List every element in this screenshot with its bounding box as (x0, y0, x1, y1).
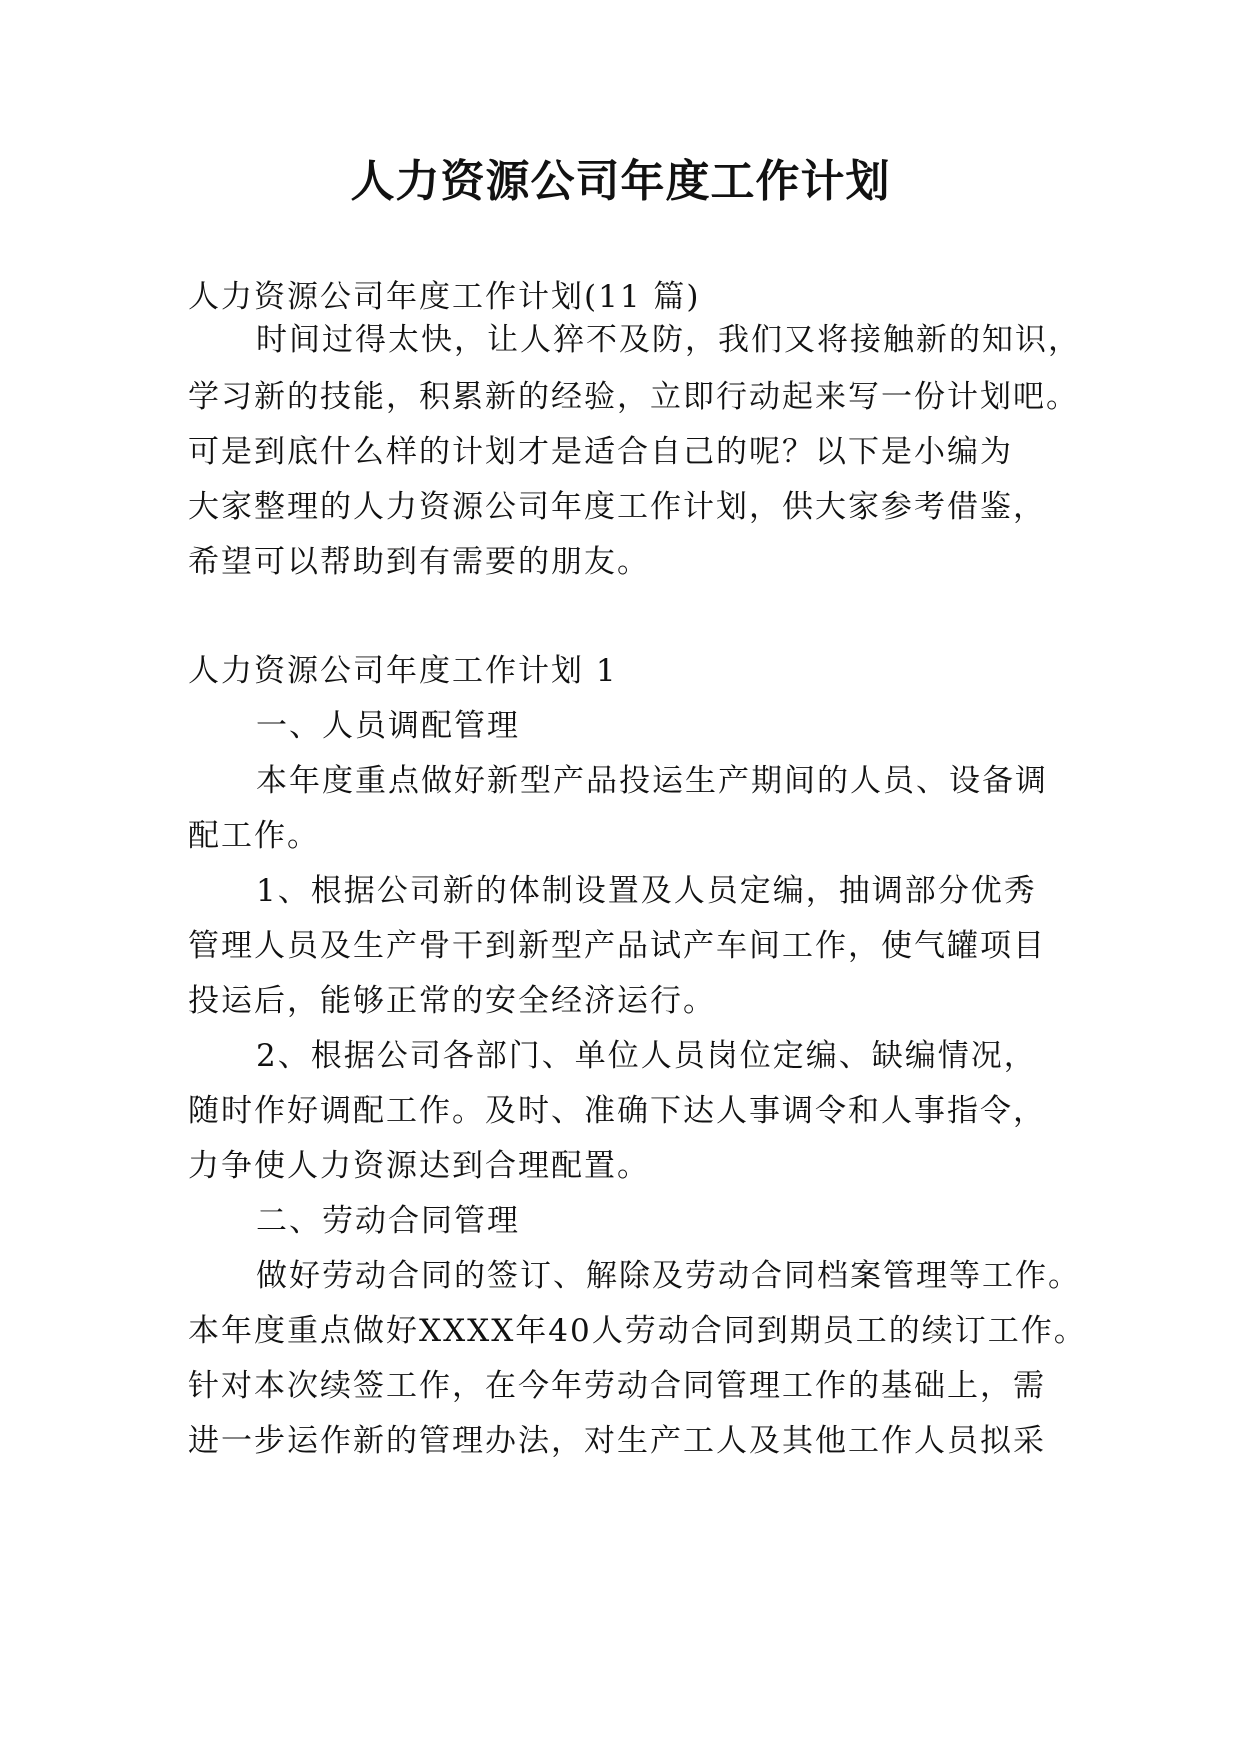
body-line-7: 随时作好调配工作。及时、准确下达人事调令和人事指令， (188, 1093, 1046, 1129)
body-line-5: 投运后，能够正常的安全经济运行。 (188, 983, 716, 1019)
body-line-9: 做好劳动合同的签订、解除及劳动合同档案管理等工作。 (256, 1258, 1081, 1294)
intro-line-3: 可是到底什么样的计划才是适合自己的呢？以下是小编为 (188, 434, 1013, 470)
body-line-10: 本年度重点做好XXXX年40人劳动合同到期员工的续订工作。 (188, 1313, 1087, 1349)
subheading-contract: 二、劳动合同管理 (256, 1203, 520, 1239)
body-line-2: 配工作。 (188, 818, 320, 854)
intro-line-2: 学习新的技能，积累新的经验，立即行动起来写一份计划吧。 (188, 379, 1079, 415)
body-line-1: 本年度重点做好新型产品投运生产期间的人员、设备调 (256, 763, 1048, 799)
intro-line-5: 希望可以帮助到有需要的朋友。 (188, 544, 650, 580)
intro-line-1: 时间过得太快，让人猝不及防，我们又将接触新的知识， (256, 322, 1081, 358)
body-line-11: 针对本次续签工作，在今年劳动合同管理工作的基础上，需 (188, 1368, 1046, 1404)
section-heading-1: 人力资源公司年度工作计划 1 (188, 653, 618, 689)
body-line-3: 1、根据公司新的体制设置及人员定编，抽调部分优秀 (256, 873, 1037, 909)
body-line-6: 2、根据公司各部门、单位人员岗位定编、缺编情况， (256, 1038, 1037, 1074)
intro-line-4: 大家整理的人力资源公司年度工作计划，供大家参考借鉴， (188, 489, 1046, 525)
subheading-personnel: 一、人员调配管理 (256, 708, 520, 744)
subtitle-line: 人力资源公司年度工作计划(11 篇) (188, 279, 701, 315)
body-line-8: 力争使人力资源达到合理配置。 (188, 1148, 650, 1184)
body-line-12: 进一步运作新的管理办法，对生产工人及其他工作人员拟采 (188, 1423, 1046, 1459)
body-line-4: 管理人员及生产骨干到新型产品试产车间工作，使气罐项目 (188, 928, 1046, 964)
document-title: 人力资源公司年度工作计划 (350, 156, 891, 207)
